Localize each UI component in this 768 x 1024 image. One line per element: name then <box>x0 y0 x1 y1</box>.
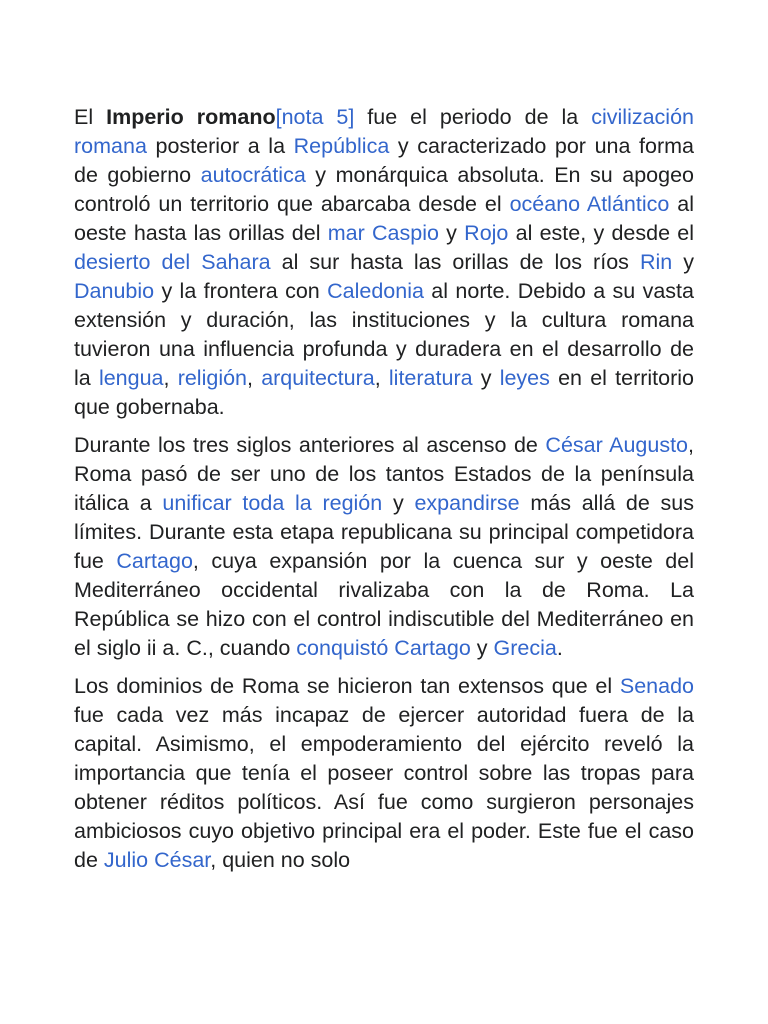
link-arquitectura[interactable]: arquitectura <box>261 366 375 390</box>
paragraph-3 <box>74 672 694 875</box>
text-run: y caracterizado por una forma de gobierno <box>74 134 694 187</box>
text-run: y la frontera con <box>154 279 328 303</box>
link-julio-cesar[interactable]: Julio César <box>103 848 211 872</box>
text-run: posterior a la <box>146 134 294 158</box>
text-run: y <box>672 250 694 274</box>
text-run: y <box>470 636 494 660</box>
text-run: , cuya expansión por la cuenca sur y oeste del Mediterráneo occidental rivalizaba con la de Roma. La República se hizo con el control indiscutible del Mediterráneo en el siglo ii a. C., cuando <box>74 549 694 660</box>
bold-term: Imperio romano <box>106 105 276 129</box>
link-rin[interactable]: Rin <box>639 250 673 274</box>
link-conquisto-cartago[interactable]: conquistó Cartago <box>296 636 471 660</box>
text-run: al norte. Debido a su vasta extensión y duración, las instituciones y la cultura romana tuvieron una influencia profunda y duradera en el desarrollo de la <box>74 279 694 390</box>
text-run: al sur hasta las orillas de los ríos <box>270 250 640 274</box>
text-run: , <box>247 366 262 390</box>
text-run: al este, y desde el <box>508 221 694 245</box>
text-run: fue cada vez más incapaz de ejercer autoridad fuera de la capital. Asimismo, el empoderamiento del ejército reveló la importancia que tenía el poseer control sobre las tropas para obtener réditos políticos. Así fue como surgieron personajes ambiciosos cuyo objetivo principal era el poder. Este fue el caso de <box>74 703 694 872</box>
link-religion[interactable]: religión <box>177 366 248 390</box>
text-run: , <box>163 366 178 390</box>
paragraph-1 <box>74 103 694 422</box>
link-senado[interactable]: Senado <box>619 674 694 698</box>
link-autocratica[interactable]: autocrática <box>200 163 306 187</box>
text-run: y <box>438 221 465 245</box>
link-literatura[interactable]: literatura <box>388 366 473 390</box>
paragraph-2 <box>74 431 694 663</box>
text-run: y <box>382 491 415 515</box>
text-run: fue el periodo de la <box>354 105 592 129</box>
text-run: en el territorio que gobernaba. <box>74 366 694 419</box>
link-lengua[interactable]: lengua <box>98 366 164 390</box>
link-civilizacion-romana[interactable]: civilización romana <box>74 105 694 158</box>
link-grecia[interactable]: Grecia <box>493 636 557 660</box>
text-run: Durante los tres siglos anteriores al ascenso de <box>74 433 546 457</box>
link-cartago[interactable]: Cartago <box>116 549 193 573</box>
text-run: al oeste hasta las orillas del <box>74 192 694 245</box>
text-run: El <box>74 105 107 129</box>
link-republica[interactable]: República <box>293 134 390 158</box>
link-rojo[interactable]: Rojo <box>464 221 509 245</box>
text-run: , Roma pasó de ser uno de los tantos Estados de la península itálica a <box>74 433 695 515</box>
text-run: . <box>556 636 563 660</box>
link-mar-caspio[interactable]: mar Caspio <box>327 221 439 245</box>
link-danubio[interactable]: Danubio <box>74 279 155 303</box>
text-run: , quien no solo <box>210 848 351 872</box>
link-desierto-del-sahara[interactable]: desierto del Sahara <box>74 250 271 274</box>
link-caledonia[interactable]: Caledonia <box>327 279 424 303</box>
link-leyes[interactable]: leyes <box>499 366 550 390</box>
link-oceano-atlantico[interactable]: océano Atlántico <box>509 192 670 216</box>
text-run: más allá de sus límites. Durante esta etapa republicana su principal competidora fue <box>74 491 695 573</box>
link-cesar-augusto[interactable]: César Augusto <box>545 433 689 457</box>
text-run: , <box>374 366 389 390</box>
text-run: y monárquica absoluta. En su apogeo controló un territorio que abarcaba desde el <box>74 163 694 216</box>
article-body <box>74 103 694 884</box>
link-expandirse[interactable]: expandirse <box>414 491 520 515</box>
link-unificar-toda-la-region[interactable]: unificar toda la región <box>162 491 383 515</box>
text-run: Los dominios de Roma se hicieron tan extensos que el <box>74 674 620 698</box>
text-run: y <box>472 366 500 390</box>
link-nota-5[interactable]: [nota 5] <box>275 105 355 129</box>
